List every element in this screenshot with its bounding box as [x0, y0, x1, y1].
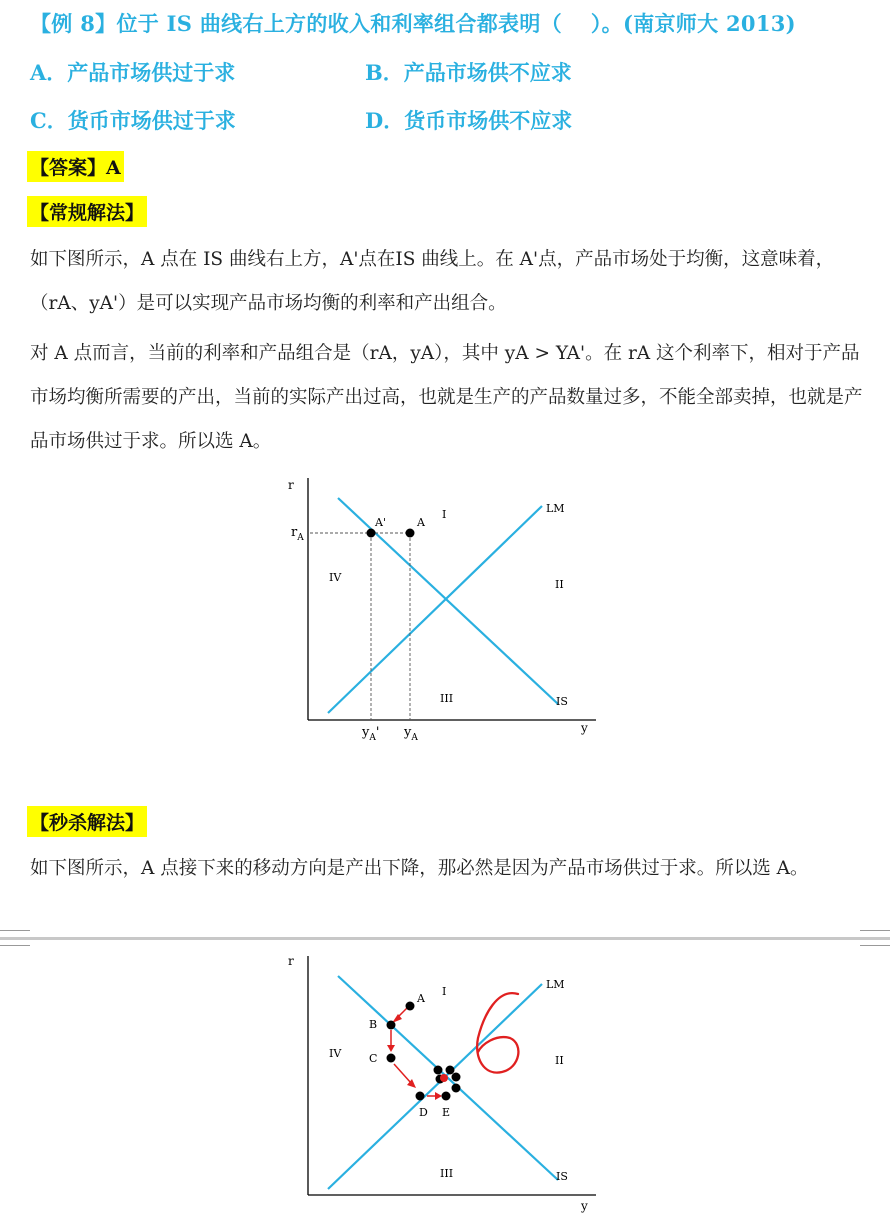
chart2-point-d: [416, 1092, 425, 1101]
question-label: 【例 8】: [30, 11, 117, 36]
chart1-is-label: IS: [556, 695, 568, 708]
chart2-handwritten-mark: [477, 993, 518, 1072]
option-d: D．货币市场供不应求: [365, 108, 573, 133]
chart1-region-1: I: [442, 508, 447, 521]
chart2-point-c-label: C: [369, 1052, 378, 1065]
chart2-point-e: [442, 1092, 451, 1101]
chart1-ra-sub: A: [297, 533, 304, 543]
chart1-point-a-label: A: [417, 516, 425, 529]
chart2-y-axis-label: r: [288, 954, 294, 968]
method1-paragraph-1: 如下图所示，A 点在 IS 曲线右上方，A'点在IS 曲线上。在 A'点，产品市场处于均衡，这意味着，（rA、yA'）是可以实现产品市场均衡的利率和产出组合。: [30, 249, 835, 314]
chart2-point-b: [387, 1021, 396, 1030]
divider-mark-right: [860, 930, 890, 946]
method1-paragraph-2: 对 A 点而言，当前的利率和产品组合是（rA，yA），其中 yA > YA'。在 rA 这个利率下，相对于产品市场均衡所需要的产出，当前的实际产出过高，也就是生产的产品数量过多，不能全部卖掉，也就是产品市场供过于求。所以选 A。: [30, 343, 863, 452]
chart1-ra-r: r: [291, 525, 298, 540]
chart1-ra-tick: [291, 525, 304, 543]
chart1-point-a-prime-label: A': [375, 516, 386, 529]
chart1-ya-sub: A: [411, 733, 418, 743]
chart1-x-axis-label: y: [581, 721, 588, 735]
chart1-ya-tick: [403, 725, 418, 743]
chart1-region-2: II: [555, 578, 564, 591]
chart2-cluster-dot-3: [452, 1073, 461, 1082]
chart2-cluster-dot-2: [446, 1066, 455, 1075]
page-divider: [0, 937, 890, 940]
chart2-region-3: III: [440, 1167, 454, 1180]
chart2-arrow-d-to-e-head: [435, 1092, 442, 1100]
chart1-point-a: [406, 529, 415, 538]
chart2-arrow-b-to-c-head: [387, 1045, 395, 1052]
chart2-lm-curve: [328, 984, 542, 1189]
chart2-cluster-dot-1: [434, 1066, 443, 1075]
chart2-point-d-label: D: [419, 1106, 428, 1119]
chart2-is-label: IS: [556, 1170, 568, 1183]
answer-label: 【答案】A: [27, 151, 124, 182]
chart2-x-axis-label: y: [581, 1199, 588, 1213]
chart2-region-1: I: [442, 985, 447, 998]
chart2-lm-label: LM: [546, 978, 565, 991]
chart1-ya-prime-sub: A: [369, 733, 376, 743]
chart1-ya-y: y: [404, 725, 412, 740]
chart1-ya-prime-mark: ': [375, 725, 380, 740]
question-line: [30, 8, 796, 38]
chart2-point-c: [387, 1054, 396, 1063]
is-lm-chart-2: [270, 948, 615, 1218]
chart1-y-axis-label: r: [288, 478, 294, 492]
chart2-point-a-label: A: [417, 992, 425, 1005]
chart2-point-e-label: E: [442, 1106, 451, 1119]
is-lm-chart-1: [270, 470, 615, 775]
divider-mark-left: [0, 930, 30, 946]
chart1-point-a-prime: [367, 529, 376, 538]
option-c: C．货币市场供过于求: [30, 108, 236, 133]
chart2-region-2: II: [555, 1054, 564, 1067]
chart1-lm-label: LM: [546, 502, 565, 515]
method1-label: 【常规解法】: [27, 196, 147, 227]
option-a: A．产品市场供过于求: [30, 60, 236, 85]
chart1-ya-prime-tick: [361, 725, 379, 743]
chart1-region-3: III: [440, 692, 454, 705]
question-text: 位于 IS 曲线右上方的收入和利率组合都表明（ ）。(南京师大 2013): [116, 11, 796, 36]
chart1-region-4: IV: [329, 571, 342, 584]
chart2-point-b-label: B: [369, 1018, 378, 1031]
chart1-lm-curve: [328, 506, 542, 713]
chart2-arrow-c-to-d: [394, 1064, 411, 1083]
chart1-ya-prime-y: y: [362, 725, 370, 740]
chart2-region-4: IV: [329, 1047, 342, 1060]
chart2-equilibrium-dot: [440, 1074, 448, 1082]
method2-paragraph-1: 如下图所示，A 点接下来的移动方向是产出下降，那必然是因为产品市场供过于求。所以选 A。: [30, 858, 809, 879]
chart2-cluster-dot-4: [452, 1084, 461, 1093]
chart2-point-a: [406, 1002, 415, 1011]
option-b: B．产品市场供不应求: [365, 60, 572, 85]
method2-label: 【秒杀解法】: [27, 806, 147, 837]
